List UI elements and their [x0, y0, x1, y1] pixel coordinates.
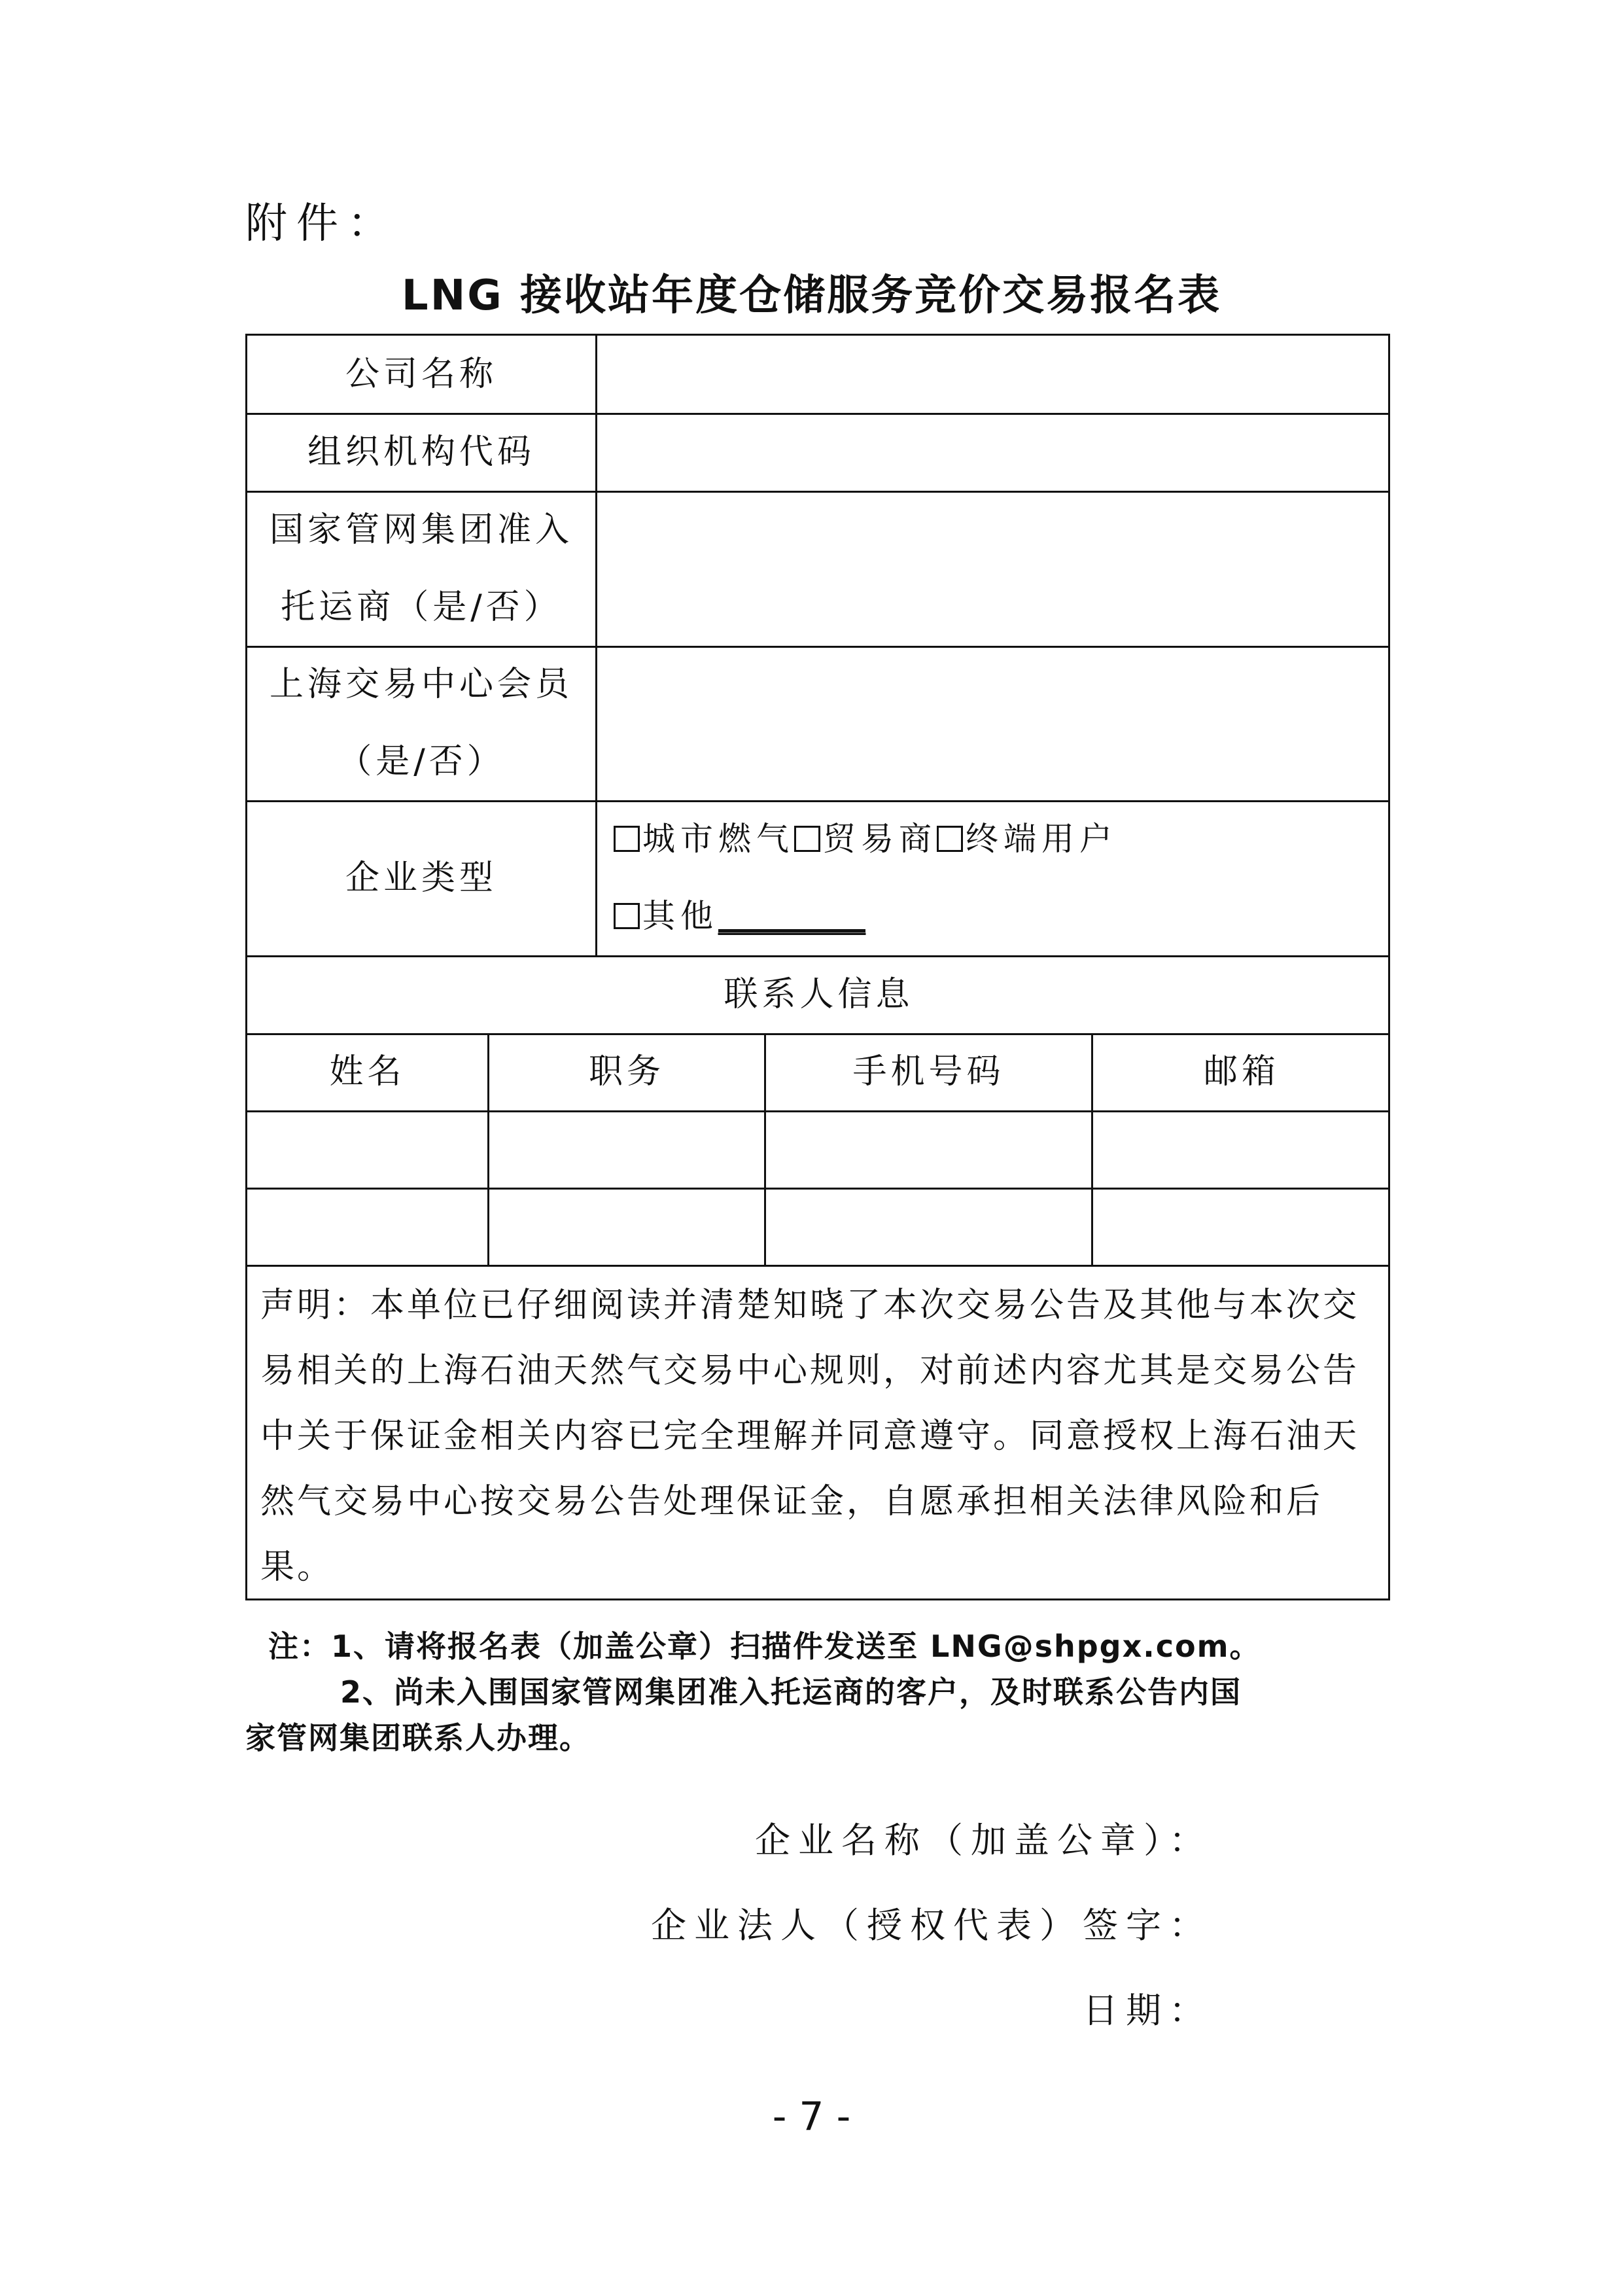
company-name-field[interactable]	[597, 336, 1390, 413]
contact-row1-name[interactable]	[247, 1110, 487, 1188]
declaration-text: 声明：本单位已仔细阅读并清楚知晓了本次交易公告及其他与本次交易相关的上海石油天然气交易中心规则，对前述内容尤其是交易公告中关于保证金相关内容已完全理解并同意遵守。同意授权上海石油天然气交易中心按交易公告处理保证金，自愿承担相关法律风险和后果。	[260, 1286, 1360, 1587]
signature-date: 日期：	[1083, 1990, 1212, 2031]
member-label-line2: （是/否）	[338, 742, 505, 781]
option-trader: 贸易商	[823, 820, 937, 858]
org-code-label: 组织机构代码	[307, 432, 535, 472]
carrier-label	[247, 491, 595, 646]
option-end-user: 终端用户	[966, 820, 1117, 858]
col-phone-header: 手机号码	[852, 1052, 1005, 1091]
checkbox-end-user[interactable]	[937, 826, 963, 852]
registration-form-table	[245, 334, 1390, 1600]
note-1: 注：1、请将报名表（加盖公章）扫描件发送至 LNG@shpgx.com。	[268, 1629, 1261, 1664]
attachment-label: 附件：	[245, 200, 398, 248]
carrier-field[interactable]	[597, 491, 1390, 646]
carrier-label-line2: 托运商（是/否）	[281, 587, 562, 627]
signature-legal-rep: 企业法人（授权代表）签字：	[651, 1905, 1212, 1946]
contact-section-title: 联系人信息	[724, 974, 914, 1014]
option-other: 其他	[642, 897, 718, 935]
enterprise-type-options	[614, 800, 1386, 955]
note-3: 家管网集团联系人办理。	[245, 1720, 591, 1756]
page-number: - 7 -	[772, 2094, 851, 2140]
contact-row1-phone[interactable]	[766, 1110, 1091, 1188]
member-label	[247, 646, 595, 800]
contact-row1-title[interactable]	[489, 1110, 764, 1188]
signature-company-name: 企业名称（加盖公章）：	[755, 1820, 1212, 1861]
member-label-line1: 上海交易中心会员	[269, 665, 573, 704]
contact-row2-title[interactable]	[489, 1188, 764, 1265]
carrier-label-line1: 国家管网集团准入	[269, 510, 573, 550]
contact-row1-email[interactable]	[1093, 1110, 1390, 1188]
checkbox-city-gas[interactable]	[614, 826, 640, 852]
col-email-header: 邮箱	[1203, 1052, 1280, 1091]
other-blank[interactable]: _________	[718, 897, 865, 935]
form-title: LNG 接收站年度仓储服务竞价交易报名表	[401, 272, 1222, 320]
note-2: 2、尚未入围国家管网集团准入托运商的客户，及时联系公告内国	[340, 1674, 1242, 1710]
company-name-label: 公司名称	[345, 355, 497, 394]
col-title-header: 职务	[588, 1052, 665, 1091]
checkbox-trader[interactable]	[794, 826, 820, 852]
org-code-field[interactable]	[597, 413, 1390, 491]
contact-row2-name[interactable]	[247, 1188, 487, 1265]
contact-row2-phone[interactable]	[766, 1188, 1091, 1265]
option-city-gas: 城市燃气	[642, 820, 794, 858]
col-name-header: 姓名	[329, 1052, 406, 1091]
enterprise-type-label: 企业类型	[345, 858, 497, 898]
contact-row2-email[interactable]	[1093, 1188, 1390, 1265]
member-field[interactable]	[597, 646, 1390, 800]
checkbox-other[interactable]	[614, 903, 640, 929]
